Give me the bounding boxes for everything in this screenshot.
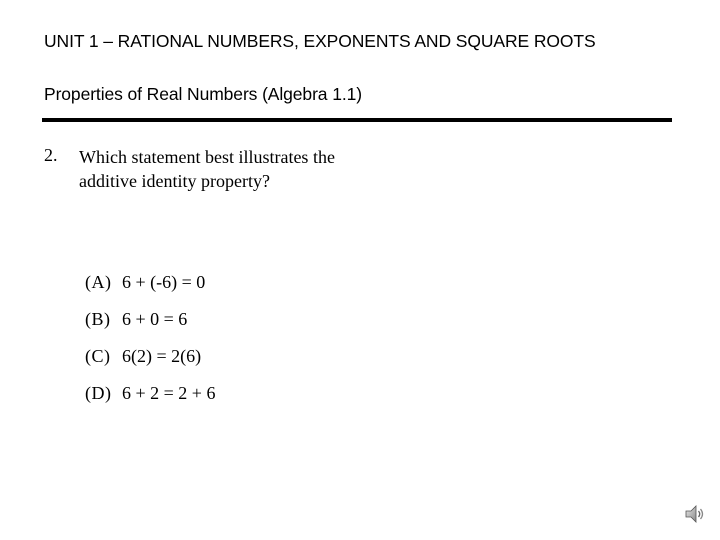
section-subtitle: Properties of Real Numbers (Algebra 1.1) [44, 84, 362, 104]
choice-b[interactable] [85, 309, 215, 346]
choice-d[interactable] [85, 383, 215, 420]
unit-title: UNIT 1 – RATIONAL NUMBERS, EXPONENTS AND SQUARE ROOTS [44, 31, 596, 51]
answer-choices [85, 272, 215, 420]
divider-rule [42, 118, 672, 122]
question-number: 2. [44, 145, 58, 165]
choice-c[interactable] [85, 346, 215, 383]
choice-a[interactable] [85, 272, 215, 309]
choice-letter: (A) [85, 272, 112, 292]
choice-letter: (B) [85, 309, 111, 329]
choice-text: 6 + 0 = 6 [122, 309, 188, 329]
choice-letter: (C) [85, 346, 111, 366]
choice-text: 6 + (-6) = 0 [122, 272, 206, 292]
question-text: Which statement best illustrates the additive identity property? [79, 147, 335, 191]
speaker-icon[interactable] [683, 502, 707, 526]
choice-letter: (D) [85, 383, 112, 403]
choice-text: 6(2) = 2(6) [122, 346, 202, 366]
choice-text: 6 + 2 = 2 + 6 [122, 383, 216, 403]
